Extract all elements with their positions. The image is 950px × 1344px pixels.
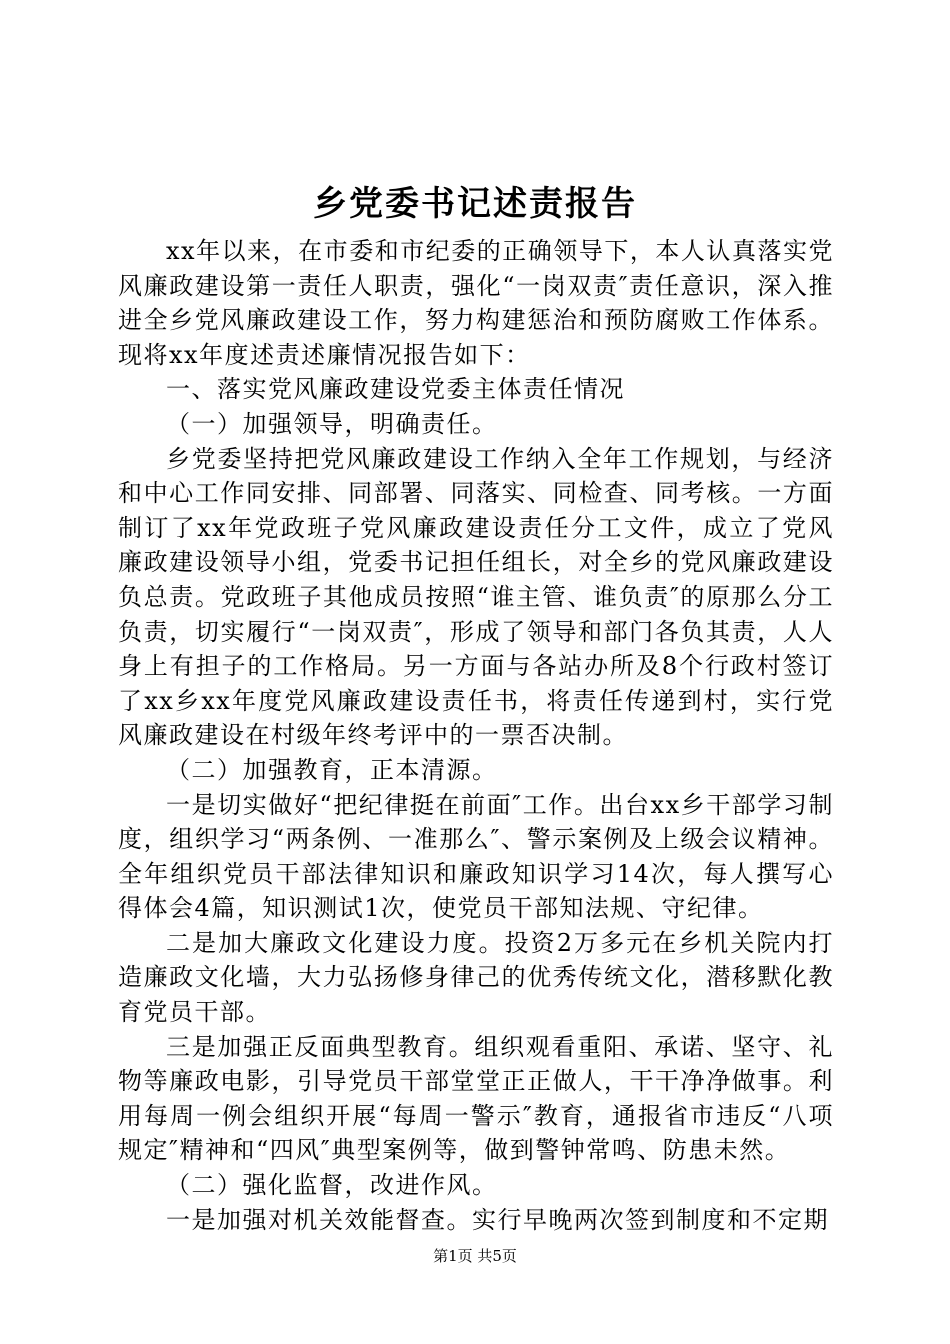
paragraph: 一是切实做好“把纪律挺在前面″工作。出台xx乡干部学习制度，组织学习“两条例、一准那么″、警示案例及上级会议精神。全年组织党员干部法律知识和廉政知识学习14次，每人撰写心得体会4篇，知识测试1次，使党员干部知法规、守纪律。 <box>118 790 834 923</box>
subsection-heading-1: （一）加强领导，明确责任。 <box>166 409 498 438</box>
paragraph-intro: xx年以来，在市委和市纪委的正确领导下，本人认真落实党风廉政建设第一责任人职责，强化“一岗双责″责任意识，深入推进全乡党风廉政建设工作，努力构建惩治和预防腐败工作体系。现将xx年度述责述廉情况报告如下： <box>118 237 834 369</box>
document-title: 乡党委书记述责报告 <box>313 184 637 224</box>
paragraph: 乡党委坚持把党风廉政建设工作纳入全年工作规划，与经济和中心工作同安排、同部署、同落实、同检查、同考核。一方面制订了xx年党政班子党风廉政建设责任分工文件，成立了党风廉政建设领导小组，党委书记担任组长，对全乡的党风廉政建设负总责。党政班子其他成员按照“谁主管、谁负责″的原那么分工负责，切实履行“一岗双责″，形成了领导和部门各负其责，人人身上有担子的工作格局。另一方面与各站办所及8个行政村签订了xx乡xx年度党风廉政建设责任书，将责任传递到村，实行党风廉政建设在村级年终考评中的一票否决制。 <box>118 444 834 750</box>
paragraph: 二是加大廉政文化建设力度。投资2万多元在乡机关院内打造廉政文化墙，大力弘扬修身律己的优秀传统文化，潜移默化教育党员干部。 <box>118 928 834 1027</box>
page-footer: 第1页 共5页 <box>433 1247 517 1265</box>
paragraph: 一是加强对机关效能督查。实行早晚两次签到制度和不定期 <box>166 1205 829 1234</box>
section-heading-1: 一、落实党风廉政建设党委主体责任情况 <box>166 375 625 404</box>
document-body <box>118 234 834 1237</box>
subsection-heading-2: （二）加强教育，正本清源。 <box>166 755 498 784</box>
paragraph: 三是加强正反面典型教育。组织观看重阳、承诺、坚守、礼物等廉政电影，引导党员干部堂堂正正做人，干干净净做事。利用每周一例会组织开展“每周一警示″教育，通报省市违反“八项规定″精神和“四风″典型案例等，做到警钟常鸣、防患未然。 <box>118 1032 834 1165</box>
subsection-heading-3: （二）强化监督，改进作风。 <box>166 1171 498 1200</box>
